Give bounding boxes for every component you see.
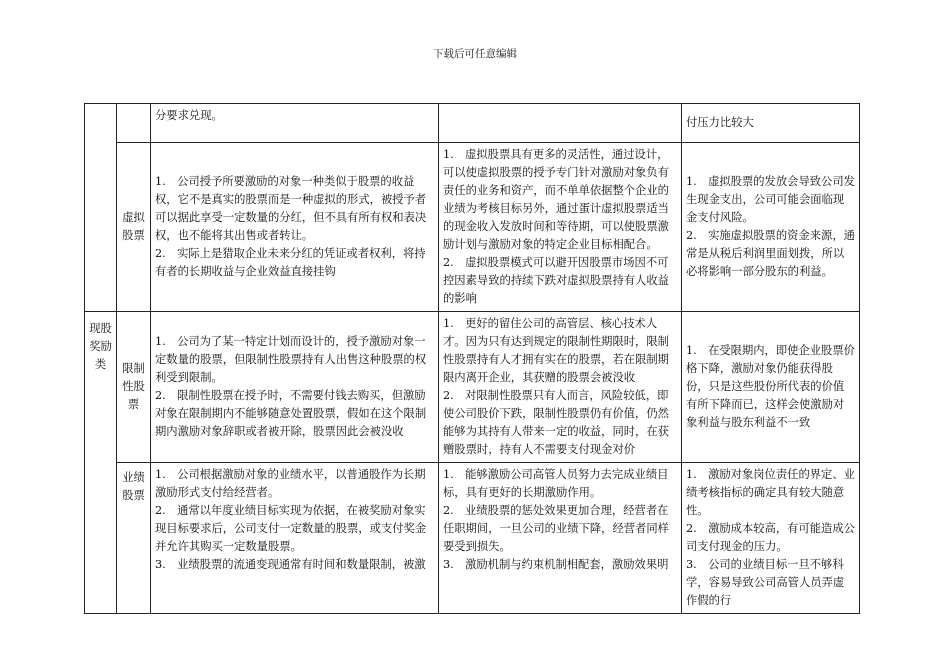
advantage-cell: [439, 143, 682, 312]
type-cell-restricted-stock: 限制性股票: [117, 312, 151, 463]
advantage-item: 2. 业绩股票的惩处效果更加合理，经营者在任职期间，一旦公司的业绩下降，经营者同样要受到损失。: [443, 504, 669, 553]
category-cell: 现股奖励类: [85, 312, 117, 614]
definition-item: 2. 实际上是猎取企业未来分红的凭证或者权利，将持有者的长期收益与企业效益直接挂钩: [155, 247, 426, 278]
definition-item: 1. 公司根据激励对象的业绩水平，以普通股作为长期激励形式支付给经营者。: [155, 468, 426, 499]
advantage-cell: [439, 463, 682, 614]
table-row: [85, 312, 860, 463]
advantage-item: 2. 对限制性股票只有人而言，风险较低，即使公司股价下跌，限制性股票仍有价值，仍然能够为其持有人带来一定的收益，同时，在获赠股票时，持有人不需要支付现金对价: [443, 389, 669, 456]
disadvantage-cell: [682, 463, 860, 614]
definition-item: 2. 限制性股票在授予时，不需要付钱去购买，但激励对象在限制期内不能够随意处置股票，假如在这个限制期内激励对象辞职或者被开除，股票因此会被没收: [155, 389, 427, 438]
category-cell-blank: [85, 104, 117, 312]
definition-item: 2. 通常以年度业绩目标实现为依据，在被奖励对象实现目标要求后，公司支付一定数量的股票，或支付奖金并允许其购买一定数量股票。: [155, 504, 427, 553]
page-header: 下载后可任意编辑: [433, 48, 517, 60]
disadvantage-cell: [682, 312, 860, 463]
disadvantage-item: 1. 激励对象岗位责任的界定、业绩考核指标的确定具有较大随意性。: [686, 468, 855, 517]
incentive-comparison-table: [84, 103, 860, 614]
advantage-item: 1. 能够激励公司高管人员努力去完成业绩目标，具有更好的长期激励作用。: [443, 468, 669, 499]
table-row: [85, 463, 860, 614]
definition-cell: 分要求兑现。: [151, 104, 439, 143]
disadvantage-cell: 付压力比较大: [682, 104, 860, 143]
table-row: [85, 104, 860, 143]
advantage-item: 2. 虚拟股票模式可以避开因股票市场因不可控因素导致的持续下跌对虚拟股票持有人收益的影响: [443, 256, 669, 305]
disadvantage-item: 1. 在受限期内，即使企业股票价格下降，激励对象仍能获得股份，只是这些股份所代表的价值有所下降而已，这样会使激励对象利益与股东利益不一致: [686, 344, 855, 429]
advantage-cell: [439, 104, 682, 143]
advantage-item: 1. 更好的留住公司的高管层、核心技术人才。因为只有达到规定的限制性期限时，限制性股票持有人才拥有实在的股票，若在限制期限内离开企业，其获赠的股票会被没收: [443, 317, 669, 384]
type-cell-virtual-stock: 虚拟股票: [117, 143, 151, 312]
definition-cell: [151, 312, 439, 463]
definition-item: 1. 公司为了某一特定计划而设计的，授予激励对象一定数量的股票，但限制性股票持有人出售这种股票的权利受到限制。: [155, 335, 427, 384]
disadvantage-cell: [682, 143, 860, 312]
advantage-item: 1. 虚拟股票具有更多的灵活性，通过设计，可以使虚拟股票的授予专门针对激励对象负有责任的业务和资产，而不单单依据整个企业的业绩为考核目标另外，通过蛋计虚拟股票适当的现金收入发放时间和等待期，可以使股票激励计划与激励对象的特定企业目标相配合。: [443, 148, 669, 251]
disadvantage-item: 2. 激励成本较高，有可能造成公司支付现金的压力。: [686, 522, 855, 553]
type-cell-blank: [117, 104, 151, 143]
definition-item: 3. 业绩股票的流通变现通常有时间和数量限制，被激: [155, 558, 426, 571]
definition-cell: [151, 143, 439, 312]
advantage-item: 3. 激励机制与约束机制相配套，激励效果明: [443, 558, 669, 571]
definition-item: 1. 公司授予所要激励的对象一种类似于股票的收益权，它不是真实的股票而是一种虚拟的形式，被授予者可以据此享受一定数量的分红，但不具有所有权和表决权，也不能将其出售或者转让。: [155, 175, 427, 242]
table-row: [85, 143, 860, 312]
definition-cell: [151, 463, 439, 614]
advantage-cell: [439, 312, 682, 463]
type-cell-performance-stock: 业绩股票: [117, 463, 151, 614]
disadvantage-item: 1. 虚拟股票的发放会导致公司发生现金支出，公司可能会面临现金支付风险。: [686, 175, 855, 224]
disadvantage-item: 3. 公司的业绩目标一旦不够科学，容易导致公司高管人员弄虚作假的行: [686, 558, 845, 607]
disadvantage-item: 2. 实施虚拟股票的资金来源，通常是从税后利润里面划拨，所以必将影响一部分股东的利益。: [686, 229, 855, 278]
